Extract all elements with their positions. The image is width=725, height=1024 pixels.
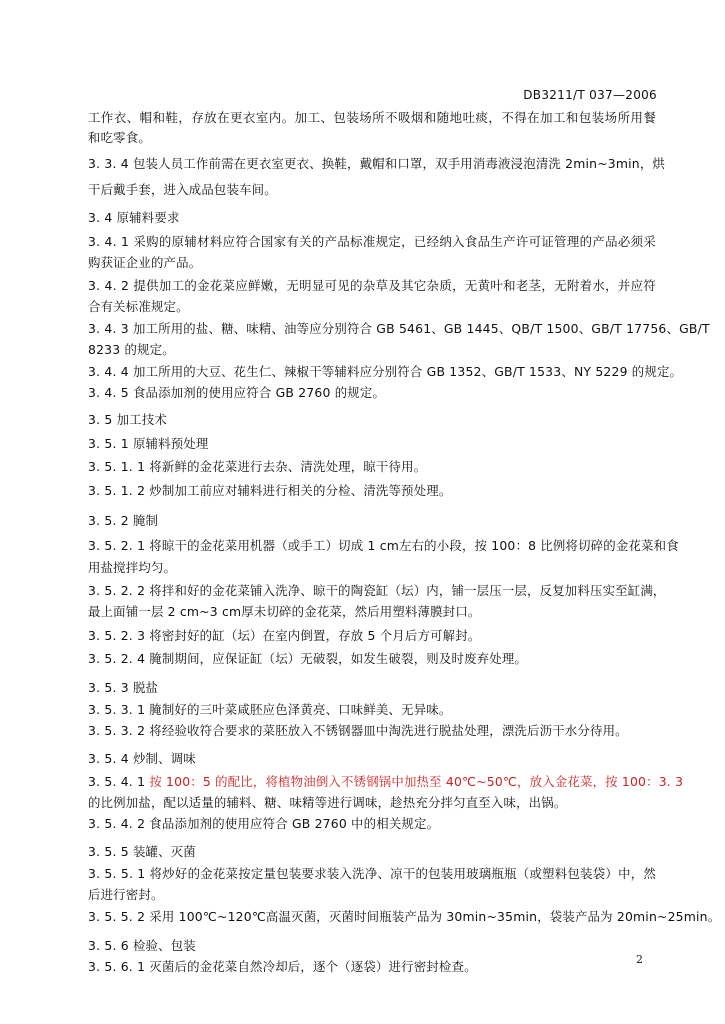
text-line: 3. 5. 2. 1 将晾干的金花菜用机器（或手工）切成 1 cm左右的小段，按 100：8 比例将切碎的金花菜和食 [88, 538, 679, 553]
section-heading: 3. 4 原辅料要求 [88, 210, 180, 225]
text-line: 后进行密封。 [88, 887, 164, 902]
text-line: 3. 5. 1. 1 将新鲜的金花菜进行去杂、清洗处理，晾干待用。 [88, 459, 427, 474]
text-line: 3. 5. 5. 2 采用 100℃~120℃高温灭菌，灭菌时间瓶装产品为 30min~35min，袋装产品为 20min~25min。 [88, 909, 721, 924]
text-line: 3. 4. 5 食品添加剂的使用应符合 GB 2760 的规定。 [88, 385, 386, 400]
text-line: 3. 4. 2 提供加工的金花菜应鲜嫩，无明显可见的杂草及其它杂质，无黄叶和老茎，无附着水，并应符 [88, 278, 656, 293]
text-line: 3. 4. 4 加工所用的大豆、花生仁、辣椒干等辅料应分别符合 GB 1352、GB/T 1533、NY 5229 的规定。 [88, 364, 683, 379]
text-line: 工作衣、帽和鞋，存放在更衣室内。加工、包装场所不吸烟和随地吐痰，不得在加工和包装场所用餐 [88, 110, 656, 125]
text-line: 干后戴手套，进入成品包装车间。 [88, 182, 277, 197]
text-line: 3. 4. 3 加工所用的盐、糖、味精、油等应分别符合 GB 5461、GB 1445、QB/T 1500、GB/T 17756、GB/T [88, 321, 710, 336]
text-line: 3. 5. 5. 1 将炒好的金花菜按定量包装要求装入洗净、凉干的包装用玻璃瓶瓶（或塑料包装袋）中，然 [88, 866, 656, 881]
subsection-heading: 3. 5. 2 腌制 [88, 513, 159, 528]
clause-number: 3. 5. 4. 1 [88, 774, 150, 789]
text-line: 和吃零食。 [88, 130, 151, 145]
subsection-heading: 3. 5. 4 炒制、调味 [88, 751, 196, 766]
page-number: 2 [636, 953, 643, 966]
text-line: 购获证企业的产品。 [88, 255, 202, 270]
text-line: 3. 4. 1 采购的原辅材料应符合国家有关的产品标准规定，已经纳入食品生产许可证管理的产品必须采 [88, 234, 656, 249]
text-line: 最上面铺一层 2 cm~3 cm厚未切碎的金花菜，然后用塑料薄膜封口。 [88, 604, 481, 619]
highlighted-text: 按 100：5 的配比，将植物油倒入不锈钢锅中加热至 40℃~50℃，放入金花菜，按 100：3. 3 [149, 774, 684, 789]
highlighted-line [88, 774, 684, 790]
text-line: 8233 的规定。 [88, 342, 175, 357]
text-line: 3. 5. 3. 1 腌制好的三叶菜咸胚应色泽黄亮、口味鲜美、无异味。 [88, 702, 452, 717]
text-line: 合有关标准规定。 [88, 299, 189, 314]
text-line: 3. 5. 4. 2 食品添加剂的使用应符合 GB 2760 中的相关规定。 [88, 816, 440, 831]
text-line: 的比例加盐，配以适量的辅料、糖、味精等进行调味，趁热充分拌匀直至入味，出锅。 [88, 795, 567, 810]
document-code: DB3211/T 037—2006 [523, 88, 657, 102]
text-line: 3. 3. 4 包装人员工作前需在更衣室更衣、换鞋，戴帽和口罩，双手用消毒液浸泡清洗 2min~3min，烘 [88, 156, 666, 171]
subsection-heading: 3. 5. 5 装罐、灭菌 [88, 844, 196, 859]
text-line: 3. 5. 2. 4 腌制期间，应保证缸（坛）无破裂，如发生破裂，则及时废弃处理。 [88, 651, 528, 666]
text-line: 用盐搅拌均匀。 [88, 560, 177, 575]
subsection-heading: 3. 5. 3 脱盐 [88, 680, 159, 695]
text-line: 3. 5. 3. 2 将经验收符合要求的菜胚放入不锈钢器皿中淘洗进行脱盐处理，漂洗后沥干水分待用。 [88, 723, 628, 738]
text-line: 3. 5. 2. 3 将密封好的缸（坛）在室内倒置，存放 5 个月后方可解封。 [88, 628, 481, 643]
subsection-heading: 3. 5. 1 原辅料预处理 [88, 436, 209, 451]
subsection-heading: 3. 5. 6 检验、包装 [88, 938, 196, 953]
text-line: 3. 5. 1. 2 炒制加工前应对辅料进行相关的分检、清洗等预处理。 [88, 483, 452, 498]
text-line: 3. 5. 2. 2 将拌和好的金花菜铺入洗净、晾干的陶瓷缸（坛）内，铺一层压一层，反复加料压实至缸满， [88, 583, 666, 598]
section-heading: 3. 5 加工技术 [88, 412, 167, 427]
text-line: 3. 5. 6. 1 灭菌后的金花菜自然冷却后，逐个（逐袋）进行密封检查。 [88, 959, 477, 974]
